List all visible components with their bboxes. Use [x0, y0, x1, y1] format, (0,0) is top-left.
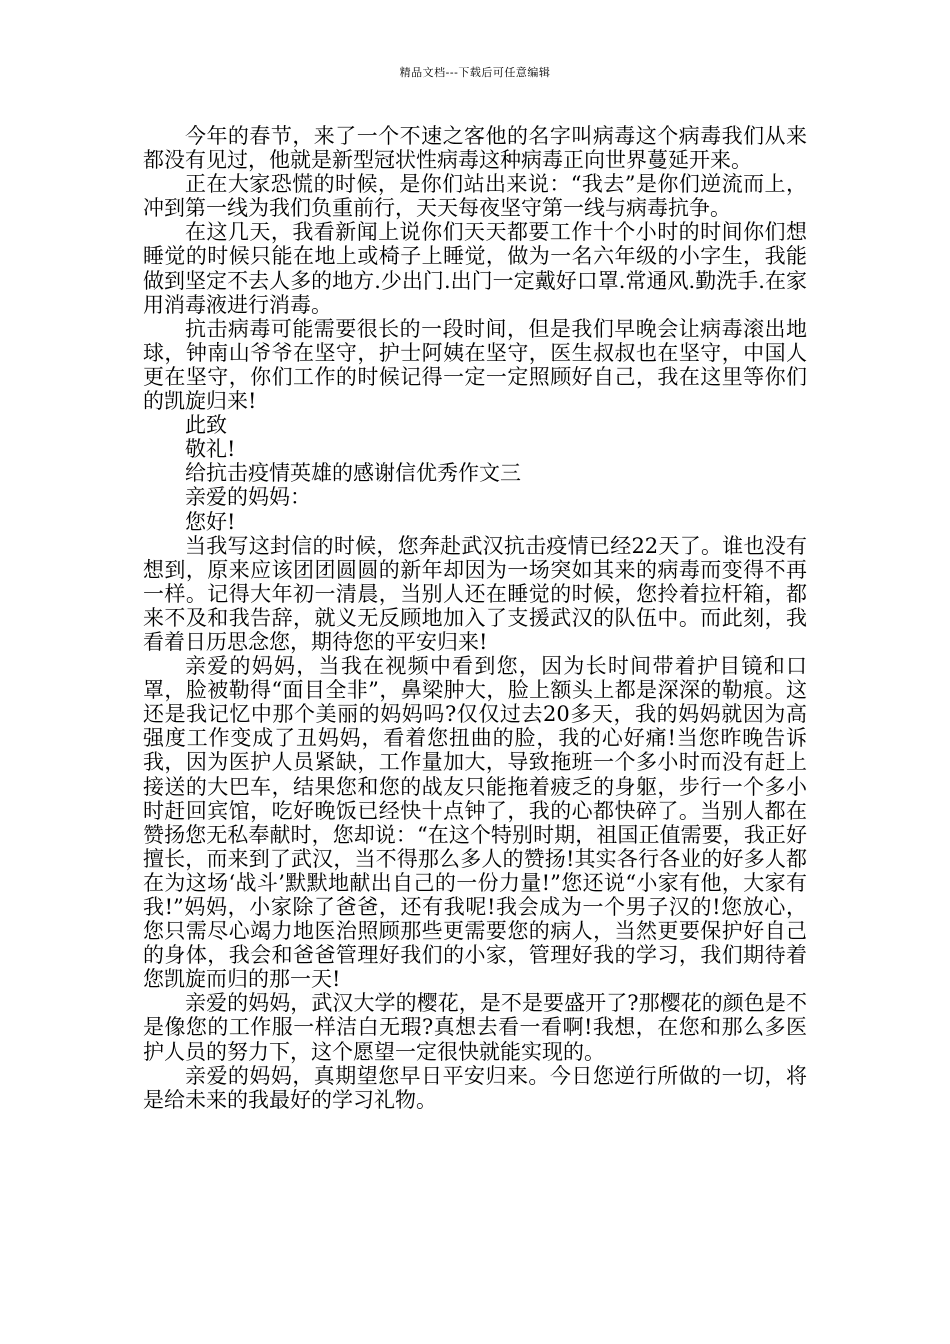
section-title: 给抗击疫情英雄的感谢信优秀作文三 — [185, 461, 521, 486]
paragraph: 亲爱的妈妈，武汉大学的樱花，是不是要盛开了?那樱花的颜色是不是像您的工作服一样洁白无瑕?真想去看一看啊!我想，在您和那么多医护人员的努力下，这个愿望一定很快就能实现的。 — [143, 991, 807, 1064]
greeting: 您好! — [185, 509, 236, 534]
paragraph: 抗击病毒可能需要很长的一段时间，但是我们早晚会让病毒滚出地球，钟南山爷爷在坚守，护士阿姨在坚守，医生叔叔也在坚守，中国人更在坚守，你们工作的时候记得一定一定照顾好自己，我在这里等你们的凯旋归来! — [143, 316, 807, 414]
salutation: 亲爱的妈妈： — [185, 485, 311, 510]
paragraph: 亲爱的妈妈，当我在视频中看到您，因为长时间带着护目镜和口罩，脸被勒得“面目全非”，鼻梁肿大，脸上额头上都是深深的勒痕。这还是我记忆中那个美丽的妈妈吗?仅仅过去20多天，我的妈妈就因为高强度工作变成了丑妈妈，看着您扭曲的脸，我的心好痛!当您昨晚告诉我，因为医护人员紧缺，工作量加大，导致拖班一个多小时而没有赶上接送的大巴车，结果您和您的战友只能拖着疲乏的身躯，步行一个多小时赶回宾馆，吃好晚饭已经快十点钟了，我的心都快碎了。当别人都在赞扬您无私奉献时，您却说：“在这个特别时期，祖国正值需要，我正好擅长，而来到了武汉，当不得那么多人的赞扬!其实各行各业的好多人都在为这场‘战斗’默默地献出自己的一份力量!”您还说“小家有他，大家有我!”妈妈，小家除了爸爸，还有我呢!我会成为一个男子汉的!您放心，您只需尽心竭力地医治照顾那些更需要您的病人，当然更要保护好自己的身体，我会和爸爸管理好我们的小家，管理好我的学习，我们期待着您凯旋而归的那一天! — [143, 654, 807, 992]
paragraph: 今年的春节，来了一个不速之客他的名字叫病毒这个病毒我们从来都没有见过，他就是新型冠状性病毒这种病毒正向世界蔓延开来。 — [143, 124, 807, 173]
closing-line: 此致 — [185, 413, 227, 438]
paragraph: 当我写这封信的时候，您奔赴武汉抗击疫情已经22天了。谁也没有想到，原来应该团团圆圆的新年却因为一场突如其来的病毒而变得不再一样。记得大年初一清晨，当别人还在睡觉的时候，您拎着拉杆箱，都来不及和我告辞，就义无反顾地加入了支援武汉的队伍中。而此刻，我看着日历思念您，期待您的平安归来! — [143, 533, 807, 654]
paragraph: 在这几天，我看新闻上说你们天天都要工作十个小时的时间你们想睡觉的时候只能在地上或椅子上睡觉，做为一名六年级的小字生，我能做到坚定不去人多的地方.少出门.出门一定戴好口罩.常通风.勤洗手.在家用消毒液进行消毒。 — [143, 220, 807, 317]
page-header: 精品文档---下载后可任意编辑 — [399, 66, 551, 79]
closing-salute: 敬礼! — [185, 437, 236, 462]
paragraph: 亲爱的妈妈，真期望您早日平安归来。今日您逆行所做的一切，将是给未来的我最好的学习礼物。 — [143, 1063, 807, 1112]
document-body — [143, 124, 807, 1112]
paragraph: 正在大家恐慌的时候，是你们站出来说：“我去”是你们逆流而上，冲到第一线为我们负重前行，天天每夜坚守第一线与病毒抗争。 — [143, 172, 807, 221]
